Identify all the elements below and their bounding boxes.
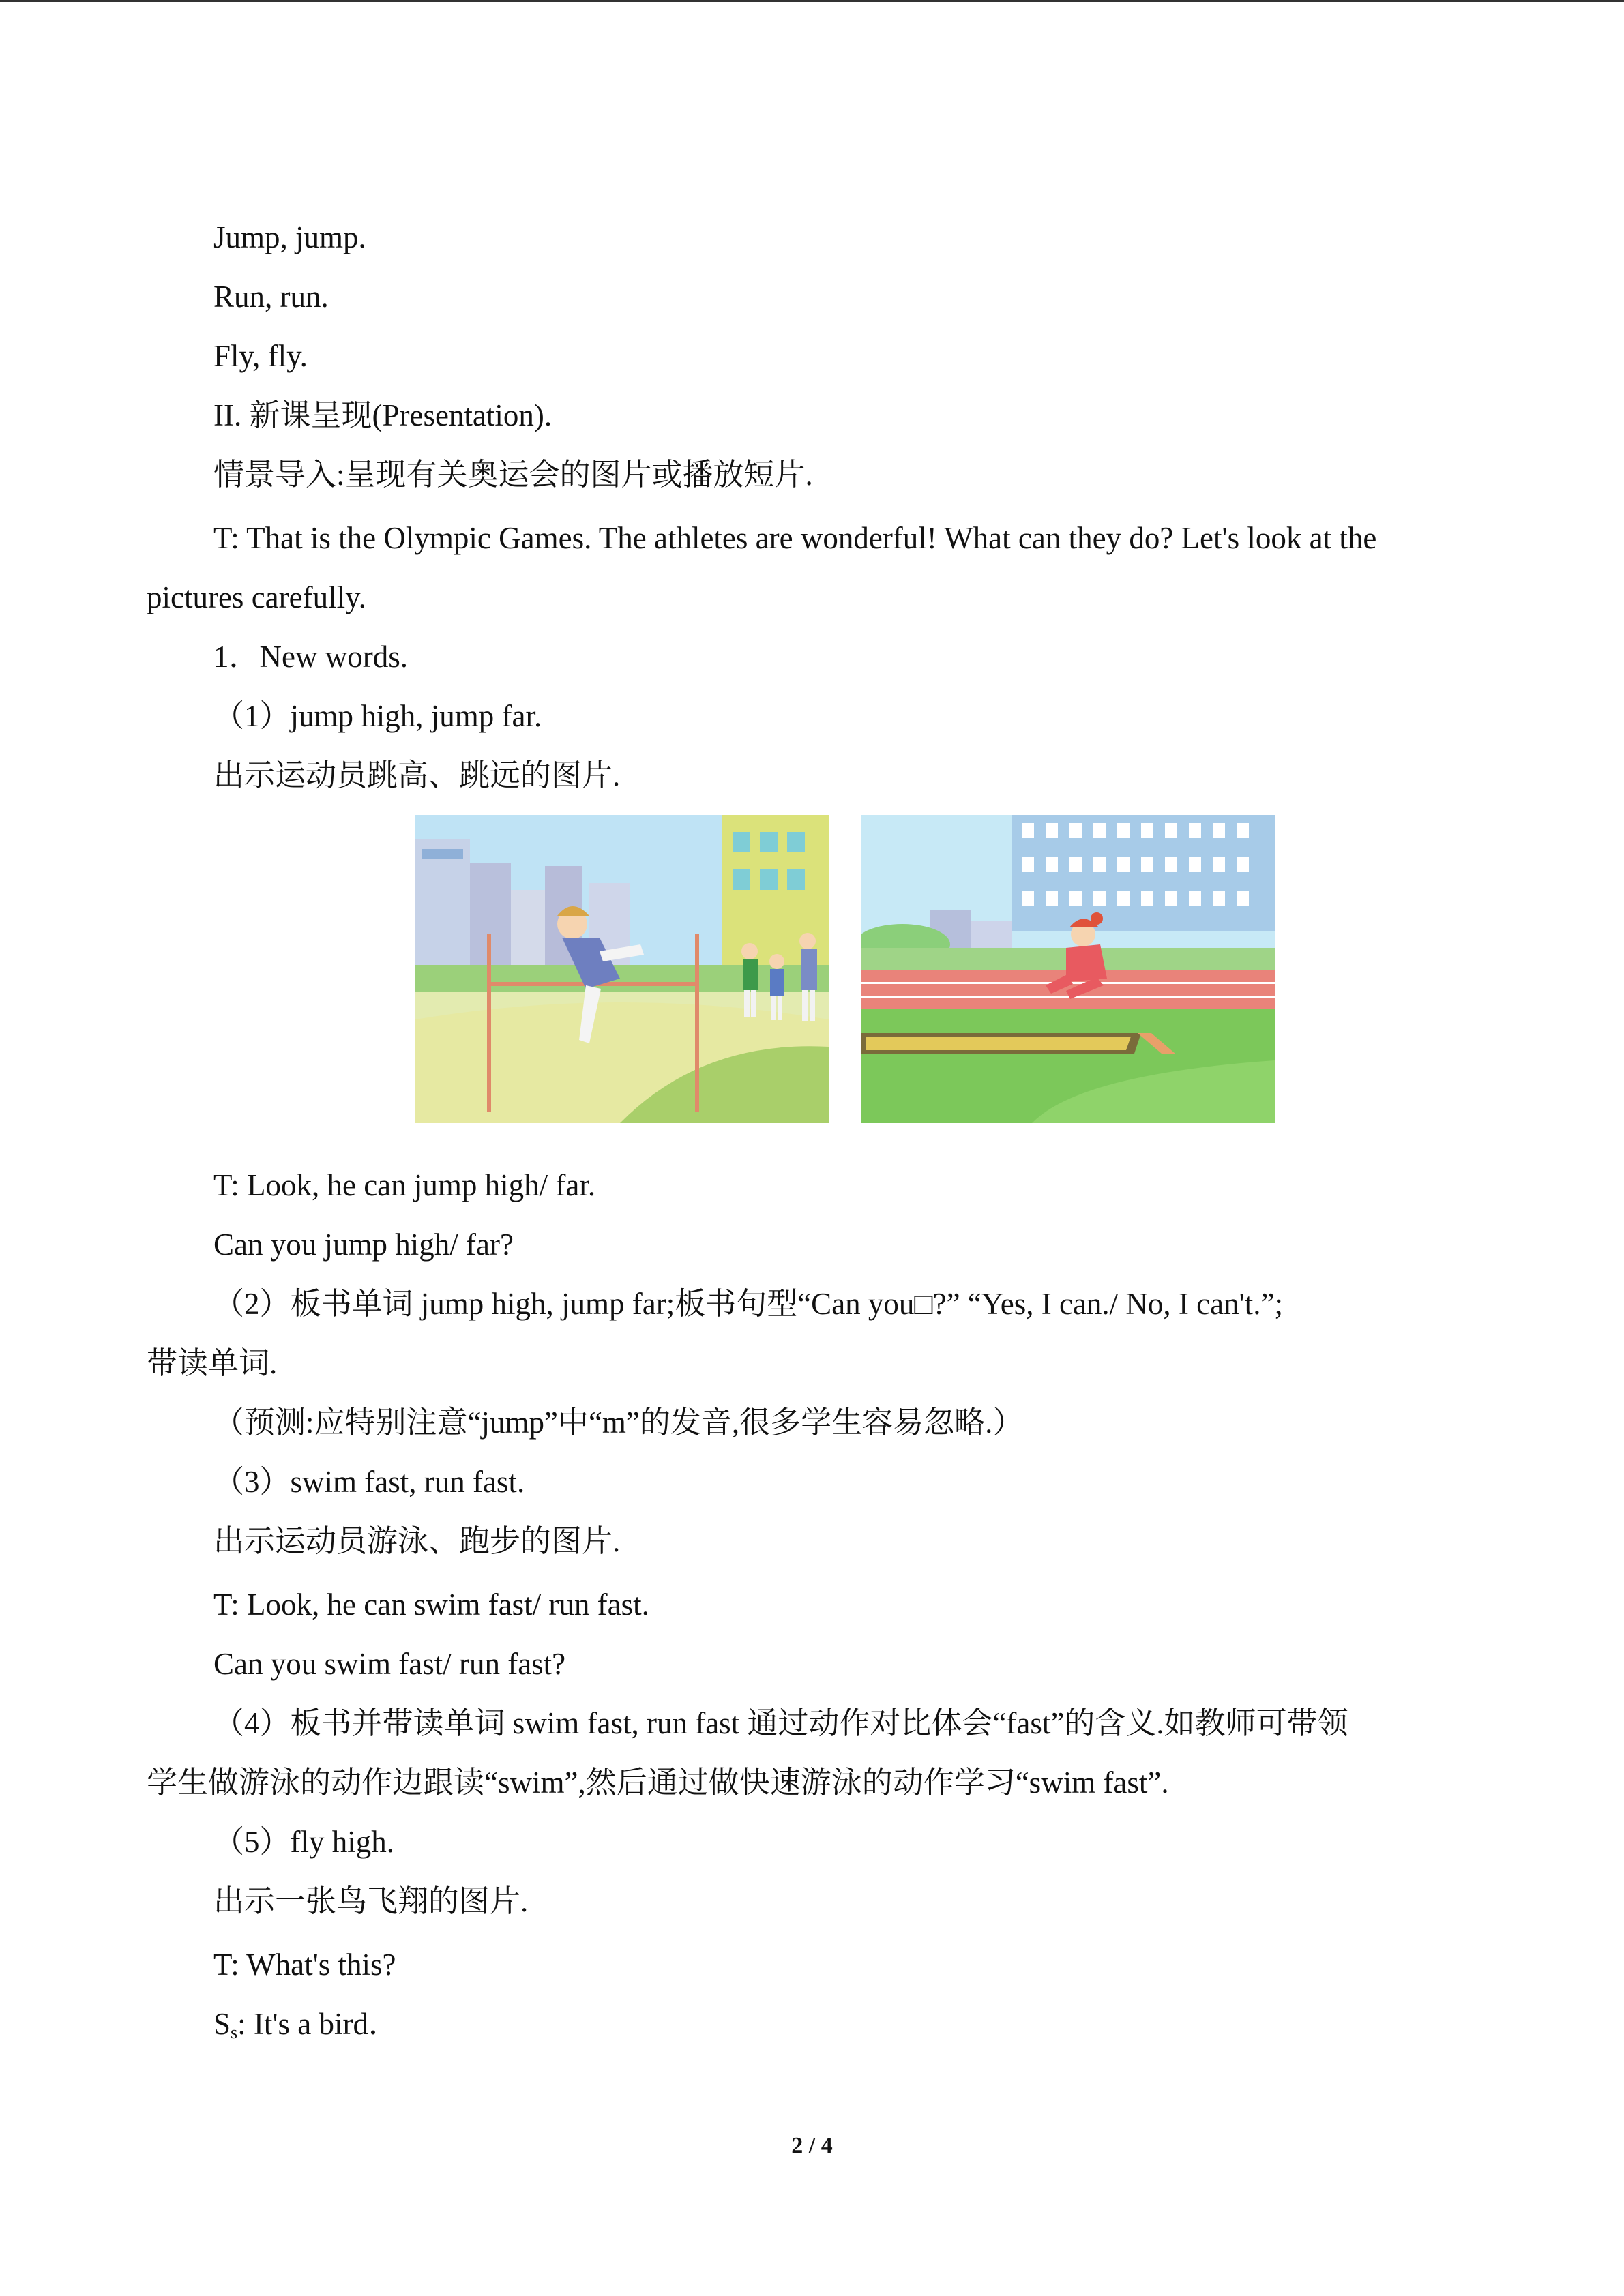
text-line: 情景导入:呈现有关奥运会的图片或播放短片. <box>213 458 813 492</box>
text-segment: : It's a bird． <box>237 2007 399 2041</box>
paragraph-line <box>213 1703 1477 1744</box>
text-line: 出示一张鸟飞翔的图片. <box>213 1884 529 1918</box>
page-top-border <box>0 0 1624 2</box>
text-line: （5）fly high. <box>213 1825 394 1859</box>
text-line: T: What's this? <box>213 1948 396 1982</box>
text-line: Can you jump high/ far? <box>213 1227 514 1262</box>
text-line: Run, run. <box>213 280 329 314</box>
section-heading: II. 新课呈现(Presentation). <box>213 398 552 432</box>
text-segment: T: That is the Olympic Games. The athletes are wonderful! What can they do? Let's look at the <box>213 521 1377 555</box>
paragraph-line: pictures carefully. <box>147 580 366 614</box>
paragraph-line: 带读单词. <box>147 1346 278 1380</box>
text-line: 出示运动员游泳、跑步的图片. <box>213 1524 621 1558</box>
paragraph-line <box>213 518 1477 558</box>
high-jump-illustration <box>415 815 829 1123</box>
speaker-subscript: s <box>231 2023 238 2042</box>
text-line: Jump, jump. <box>213 220 366 254</box>
text-line: （1）jump high, jump far. <box>213 699 542 733</box>
speaker-label: S <box>213 2007 231 2041</box>
text-line: T: Look, he can jump high/ far. <box>213 1168 596 1202</box>
subheading: 1．New words. <box>213 640 408 674</box>
text-line: Can you swim fast/ run fast? <box>213 1647 566 1681</box>
text-line: （3）swim fast, run fast. <box>213 1465 525 1499</box>
text-line: T: Look, he can swim fast/ run fast. <box>213 1587 649 1622</box>
text-line: （预测:应特别注意“jump”中“m”的发音,很多学生容易忽略.） <box>213 1405 1024 1440</box>
paragraph-line <box>213 1283 1477 1324</box>
text-segment: （4）板书并带读单词 swim fast, run fast 通过动作对比体会“fast”的含义.如教师可带领 <box>213 1706 1348 1740</box>
paragraph-line: 学生做游泳的动作边跟读“swim”,然后通过做快速游泳的动作学习“swim fast”. <box>147 1765 1169 1800</box>
text-line: Fly, fly. <box>213 339 308 373</box>
page-number: 2 / 4 <box>791 2133 833 2158</box>
text-line: 出示运动员跳高、跳远的图片. <box>213 758 621 792</box>
text-segment: （2）板书单词 jump high, jump far;板书句型“Can you□?” “Yes, I can./ No, I can't.”; <box>213 1287 1283 1321</box>
text-line <box>213 2003 399 2053</box>
long-jump-illustration <box>861 815 1275 1123</box>
